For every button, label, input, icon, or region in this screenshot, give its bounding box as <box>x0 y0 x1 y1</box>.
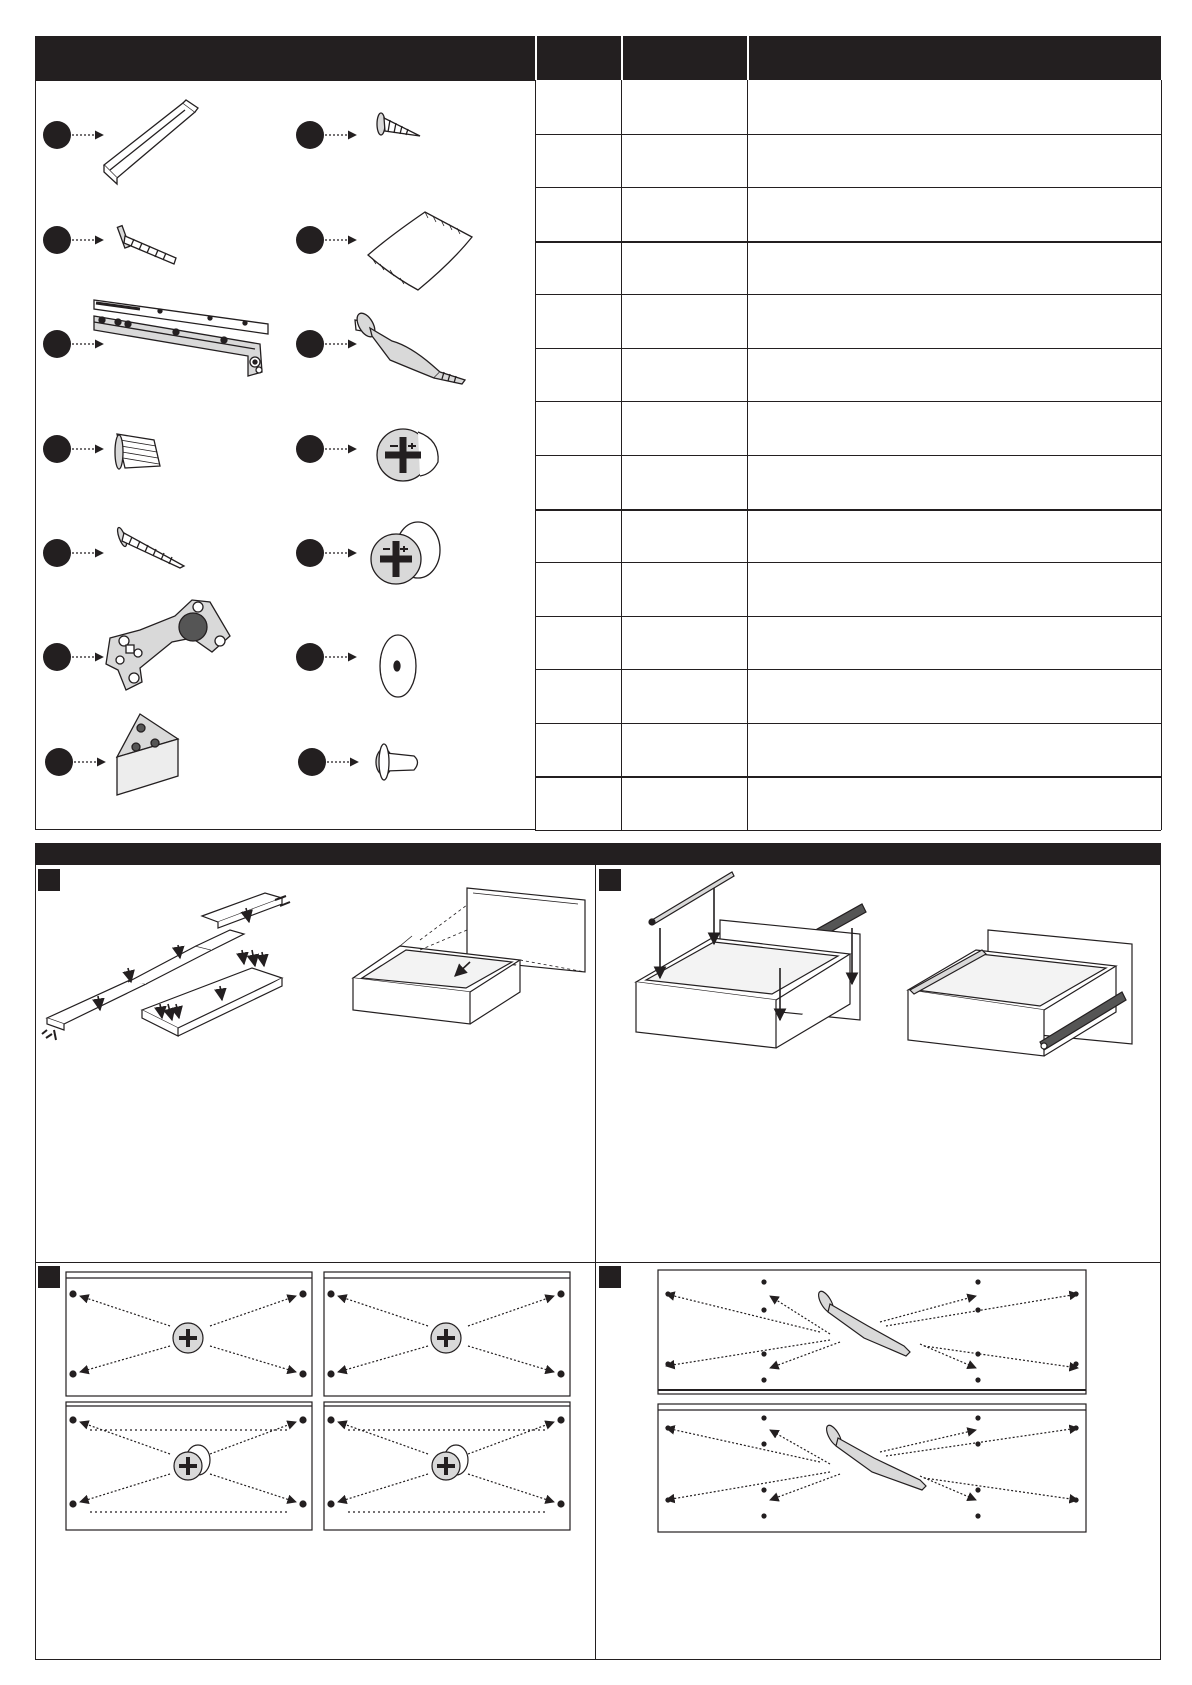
drawer-rail-mounting-icon <box>636 872 1132 1056</box>
cam-bolt-insertion-icon <box>658 1270 1086 1532</box>
cam-lock-insertion-icon <box>66 1272 570 1530</box>
drawer-box-assembly-icon <box>42 888 585 1040</box>
